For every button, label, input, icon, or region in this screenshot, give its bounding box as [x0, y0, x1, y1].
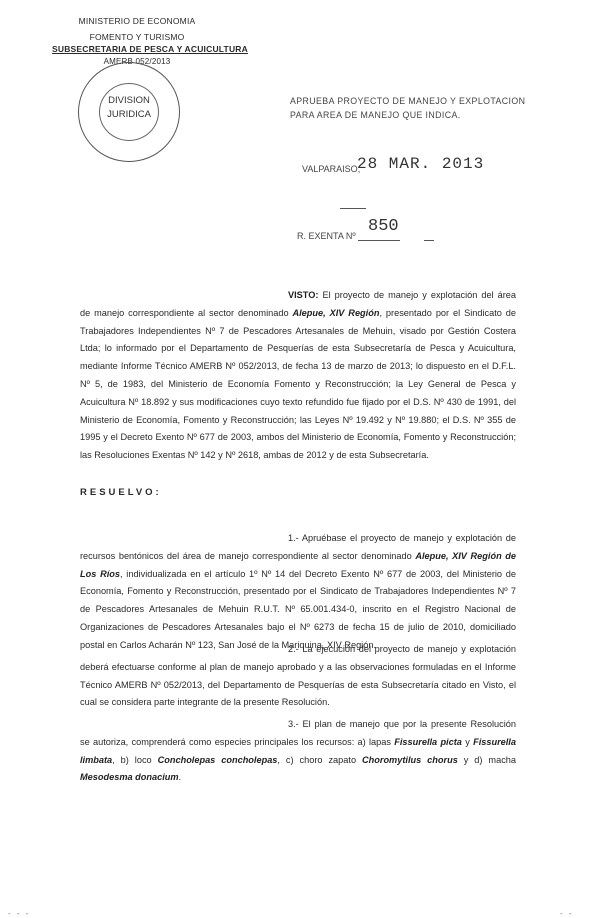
resolution-item-3 — [80, 716, 516, 787]
item-3-and: y — [461, 736, 474, 747]
visto-sector: Alepue, XIV Región — [292, 307, 380, 318]
visto-text-1: El proyecto de manejo y explotación del área de manejo correspondiente al sector denominado — [80, 290, 516, 318]
stamp-line-1: DIVISION — [108, 95, 150, 106]
reference-code: AMERB 052/2013 — [103, 57, 171, 66]
visto-text-2: , presentado por el Sindicato de Trabajadores Independientes Nº 7 de Pescadores Artesanales de Mehuin, visado por Gestión Costera Ltda; lo informado por el Departamento de Pesquerías de esta Subsecretaría de Pesca y Acuicultura, mediante Informe Técnico AMERB Nº 052/2013, de fecha 13 de marzo de 2013; lo dispuesto en el D.F.L. Nº 5, de 1983, del Ministerio de Economía Fomento y Reconstrucción; la Ley General de Pesca y Acuicultura Nº 18.892 y sus modificaciones cuyo texto refundido fue fijado por el D.S. Nº 430 de 1991, del Ministerio de Economía, Fomento y Reconstrucción; las Leyes Nº 19.492 y Nº 19.880; el D.S. Nº 355 de 1995 y el Decreto Exento Nº 677 de 2003, ambos del Ministerio de Economía, Fomento y Reconstrucción; las Resoluciones Exentas Nº 142 y Nº 2618, ambas de 2012 y de esta Subsecretaría. — [80, 307, 517, 461]
resolution-label: R. EXENTA Nº — [297, 231, 356, 241]
item-1-sector: Alepue, XIV Región de Los Ríos — [80, 550, 517, 579]
resolution-top-rule — [340, 208, 366, 209]
stamp-line-2: JURIDICA — [107, 109, 151, 120]
item-3-text-3: , c) choro zapato — [277, 754, 363, 765]
item-1-text-1: 1.- Apruébase el proyecto de manejo y explotación de recursos bentónicos del área de manejo correspondiente al sector denominado — [80, 533, 516, 561]
footer-mark-left: - - - — [8, 909, 31, 918]
item-2-text: 2.- La ejecución del proyecto de manejo y explotación deberá efectuarse conforme al plan de manejo aprobado y a las observaciones formuladas en el Informe Técnico AMERB Nº 052/2013, del Departamento de Pesquerías de esta Subsecretaría citado en Visto, el cual se considera parte integrante de la presente Resolución. — [80, 644, 516, 708]
visto-paragraph — [80, 287, 516, 465]
subsecretaria-line: SUBSECRETARIA DE PESCA Y ACUICULTURA — [52, 44, 248, 54]
resolution-underline — [358, 240, 400, 241]
item-3-text-4: y d) macha — [457, 754, 517, 765]
species-mesodesma: Mesodesma donacium — [80, 772, 179, 783]
item-3-text-2: , b) loco — [112, 754, 158, 765]
resolution-underline-tail — [424, 240, 434, 241]
resuelvo-heading: RESUELVO: — [80, 487, 162, 498]
ministry-line-1: MINISTERIO DE ECONOMIA — [78, 16, 196, 26]
resolution-item-1 — [80, 530, 516, 655]
species-choromytilus: Choromytilus chorus — [362, 754, 458, 765]
subject-line-1: APRUEBA PROYECTO DE MANEJO Y EXPLOTACION — [290, 96, 526, 106]
subject-line-2: PARA AREA DE MANEJO QUE INDICA. — [290, 110, 461, 120]
date-stamp: 28 MAR. 2013 — [357, 155, 485, 173]
species-fissurella-limbata: Fissurella limbata — [80, 736, 516, 765]
item-3-text-1: 3.- El plan de manejo que por la presente Resolución se autoriza, comprenderá como especies principales los recursos: a) lapas — [80, 719, 516, 747]
visto-label: VISTO: — [288, 290, 319, 300]
species-concholepas: Concholepas concholepas — [157, 754, 278, 765]
division-juridica-stamp — [78, 62, 180, 162]
resolution-number: 850 — [368, 217, 399, 236]
species-fissurella-picta: Fissurella picta — [394, 736, 462, 747]
date-place: VALPARAISO, — [302, 164, 361, 174]
item-1-text-2: , individualizada en el artículo 1º Nº 14 del Decreto Exento Nº 677 de 2003, del Ministerio de Economía, Fomento y Reconstrucción, presentado por el Sindicato de Trabajadores Independientes Nº 7 de Pescadores Artesanales de Mehuin R.U.T. Nº 65.001.434-0, inscrito en el Registro Nacional de Organizaciones de Pescadores Artesanales bajo el Nº 6273 de fecha 15 de julio de 2010, domiciliado postal en Carlos Acharán Nº 123, San José de la Mariquina, XIV Región. — [80, 568, 517, 650]
footer-mark-right: - - — [560, 909, 574, 918]
ministry-line-2: FOMENTO Y TURISMO — [89, 32, 185, 42]
item-3-end: . — [178, 772, 182, 783]
resolution-item-2 — [80, 641, 516, 712]
